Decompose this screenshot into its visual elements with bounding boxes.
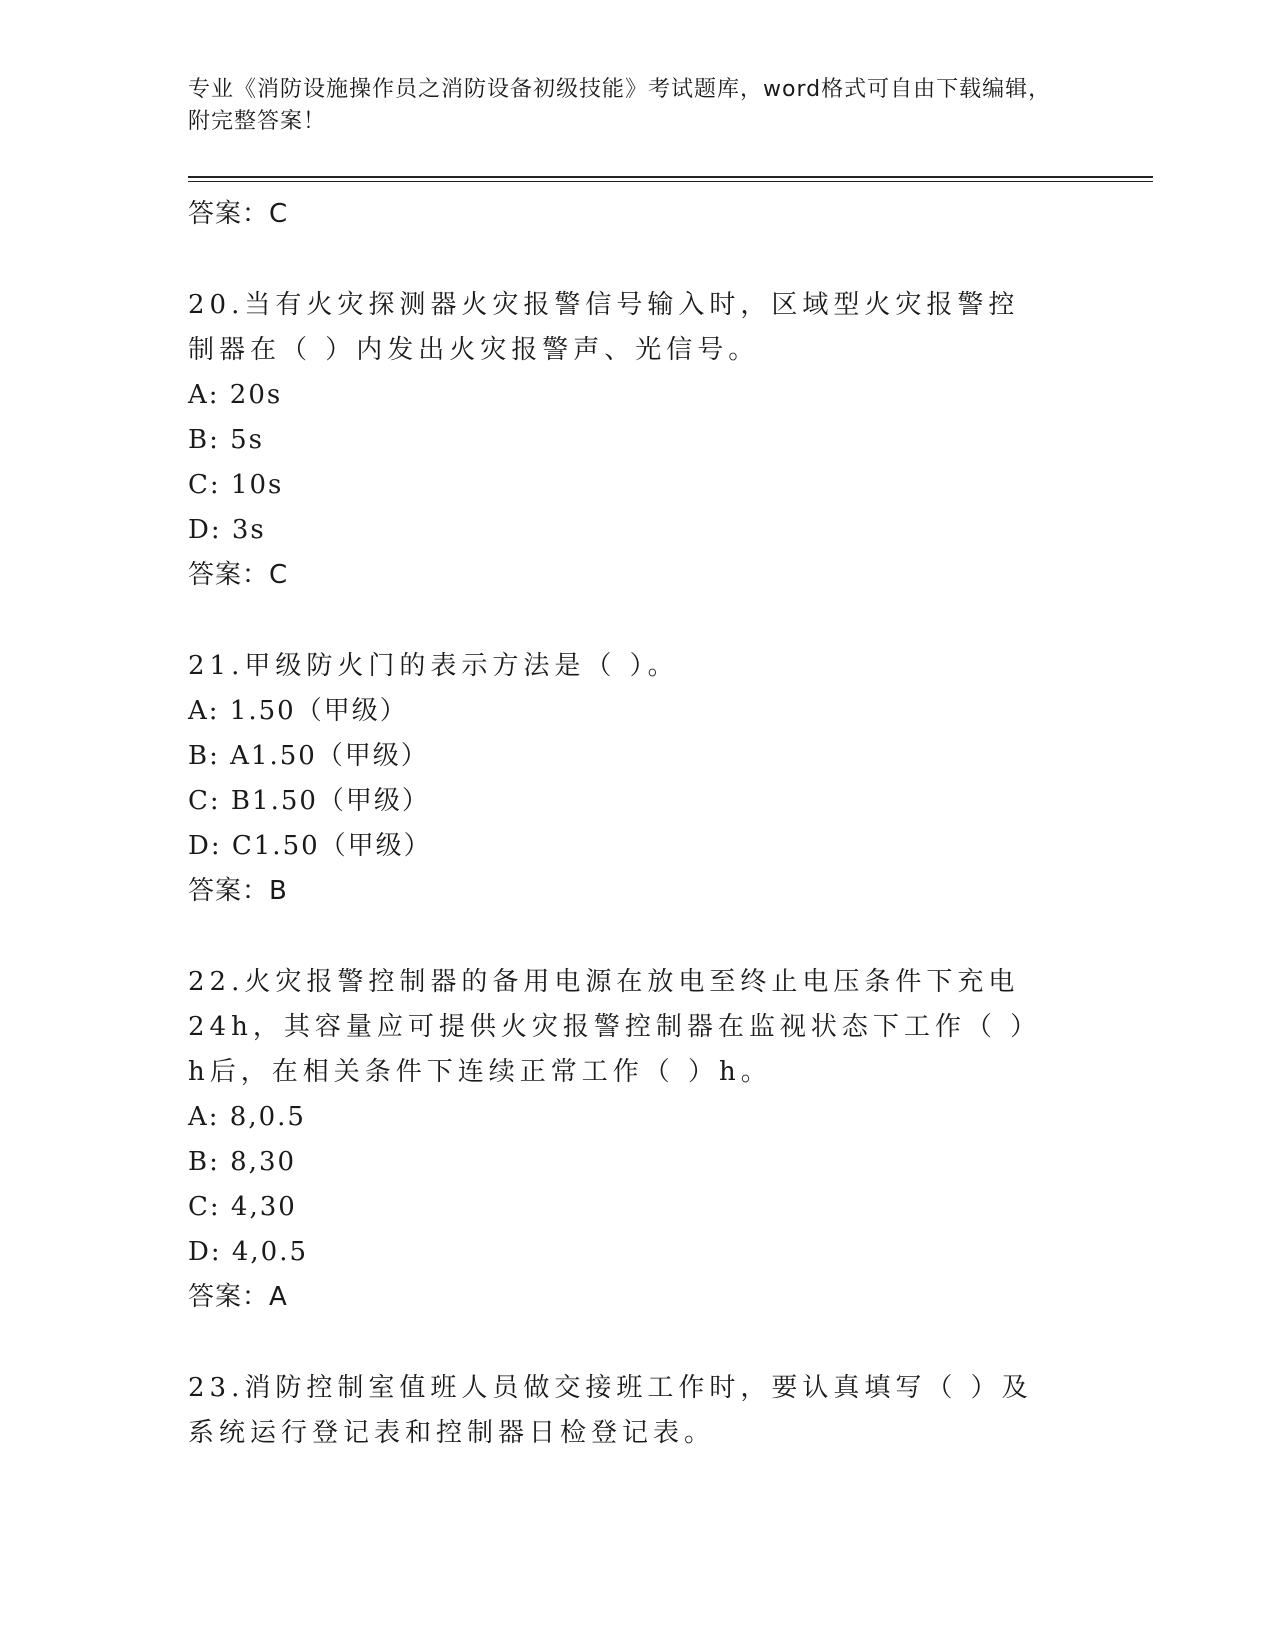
- option-b: B: 5s: [188, 425, 265, 455]
- question-20: [188, 283, 1088, 598]
- option-d: D: 3s: [188, 515, 266, 545]
- option-d: D: 4,0.5: [188, 1237, 309, 1267]
- option-c: C: 4,30: [188, 1192, 297, 1222]
- option-b: B: 8,30: [188, 1147, 297, 1177]
- question-21: [188, 644, 1088, 914]
- question-22: [188, 960, 1088, 1320]
- question-stem: 22.火灾报警控制器的备用电源在放电至终止电压条件下充电24h，其容量应可提供火灾报警控制器在监视状态下工作（ ）h后，在相关条件下连续正常工作（ ）h。: [188, 967, 1042, 1087]
- option-b: B: A1.50（甲级）: [188, 741, 429, 771]
- option-a: A: 1.50（甲级）: [188, 696, 408, 726]
- option-c: C: B1.50（甲级）: [188, 786, 430, 816]
- option-a: A: 20s: [188, 380, 283, 410]
- question-list: [188, 192, 1088, 1456]
- question-stem: 21.甲级防火门的表示方法是（ ）。: [188, 651, 679, 681]
- header-rule-thick: [188, 176, 1153, 178]
- option-d: D: C1.50（甲级）: [188, 831, 432, 861]
- question-23: [188, 1366, 1088, 1456]
- answer: 答案：C: [188, 560, 289, 590]
- question-stem: 23.消防控制室值班人员做交接班工作时，要认真填写（ ）及系统运行登记表和控制器日检登记表。: [188, 1373, 1033, 1448]
- question-stem: 20.当有火灾探测器火灾报警信号输入时，区域型火灾报警控制器在（ ）内发出火灾报警声、光信号。: [188, 290, 1020, 365]
- header-rule-thin: [188, 181, 1153, 182]
- previous-answer: 答案：C: [188, 199, 289, 229]
- answer: 答案：A: [188, 1282, 288, 1312]
- answer: 答案：B: [188, 876, 288, 906]
- option-c: C: 10s: [188, 470, 284, 500]
- document-header: 专业《消防设施操作员之消防设备初级技能》考试题库，word格式可自由下载编辑，附完整答案！: [188, 77, 1052, 134]
- option-a: A: 8,0.5: [188, 1102, 306, 1132]
